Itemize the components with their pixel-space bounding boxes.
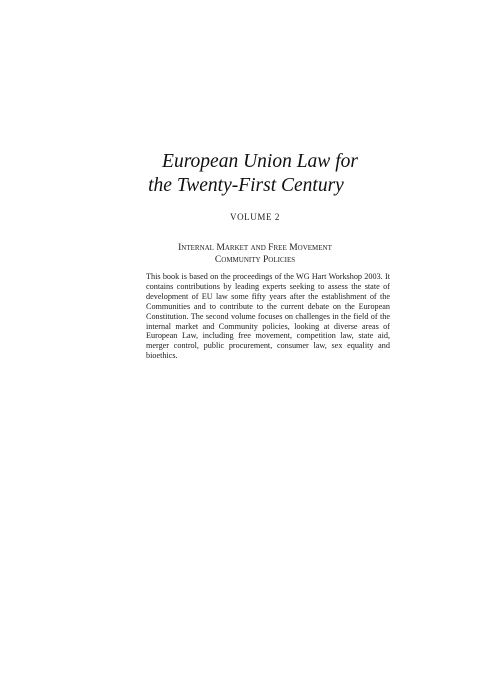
book-title-line-1: European Union Law for bbox=[162, 151, 358, 172]
volume-subtitle-line-2: Community Policies bbox=[214, 253, 296, 265]
volume-label: VOLUME 2 bbox=[229, 212, 281, 222]
volume-subtitle-line-1: Internal Market and Free Movement bbox=[178, 242, 332, 253]
book-title bbox=[0, 150, 480, 198]
book-description: This book is based on the proceedings of the WG Hart Workshop 2003. It contains contributions by leading experts seeking to assess the state of development of EU law some fifty years after the establishment of the Communities and to contribute to the current debate on the European Constitution. The second volume focuses on challenges in the field of the internal market and Community policies, looking at diverse areas of European Law, including free movement, competition law, state aid, merger control, public procurement, consumer law, sex equality and bioethics. bbox=[146, 272, 390, 361]
volume-subtitle bbox=[0, 242, 480, 265]
book-title-line-2: the Twenty-First Century bbox=[148, 175, 344, 196]
